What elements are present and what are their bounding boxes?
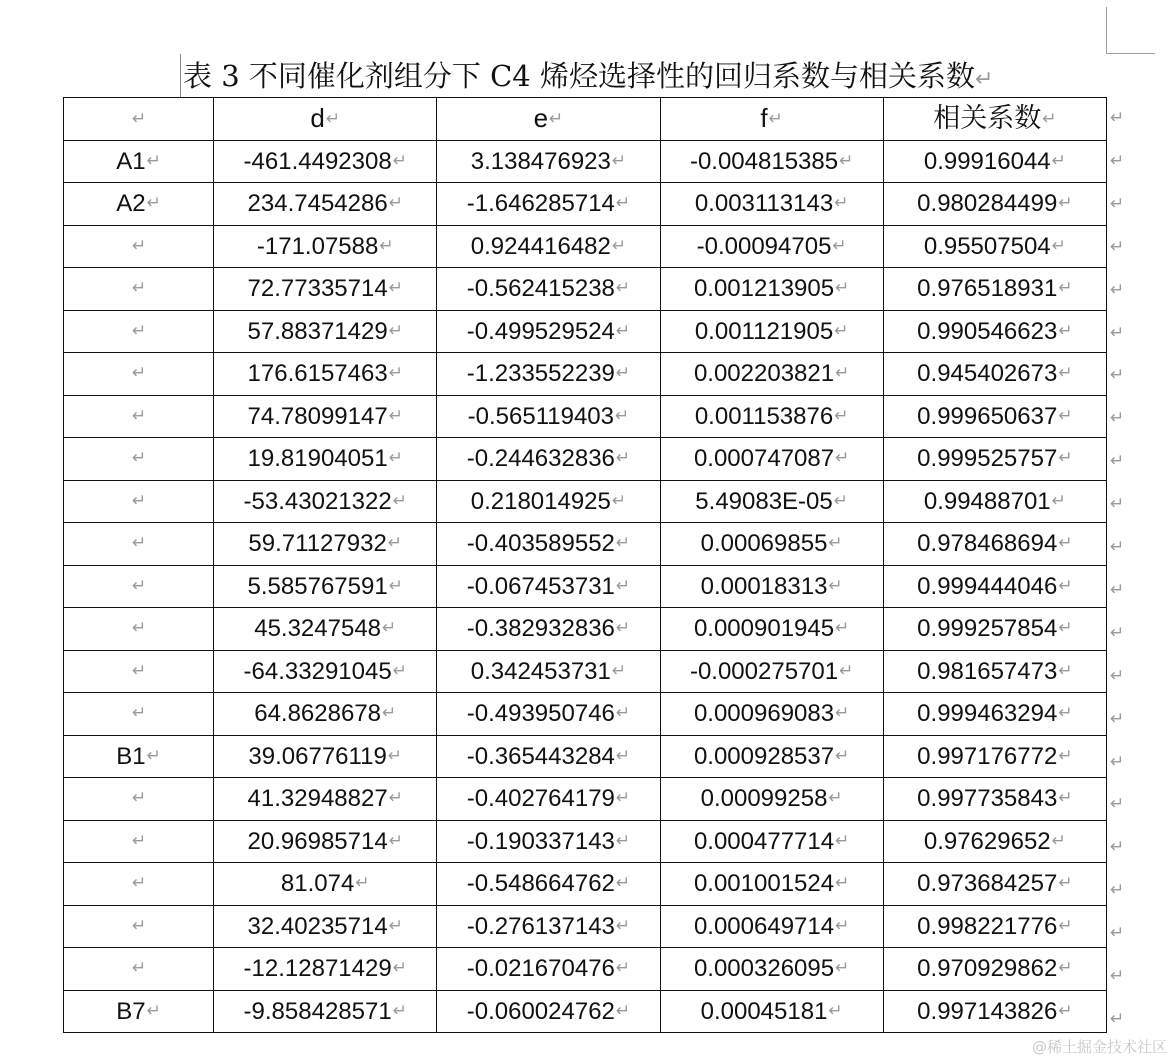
table-row: [64, 225, 1107, 268]
cell-end-mark-icon: ↵: [615, 958, 631, 979]
cell-end-mark-icon: ↵: [131, 830, 147, 851]
cell-end-mark-icon: ↵: [615, 618, 631, 639]
correlation-value-cell[interactable]: 0.999525757↵: [883, 438, 1106, 481]
e-value-cell[interactable]: 3.138476923↵: [437, 140, 660, 183]
cell-end-mark-icon: ↵: [325, 109, 341, 130]
cell-end-mark-icon: ↵: [131, 788, 147, 809]
d-value-cell[interactable]: 57.88371429↵: [214, 310, 437, 353]
correlation-value-cell[interactable]: 0.999650637↵: [883, 395, 1106, 438]
cell-end-mark-icon: ↵: [615, 320, 631, 341]
correlation-value-cell[interactable]: 0.997735843↵: [883, 778, 1106, 821]
row-end-mark-icon: ↵: [1110, 408, 1125, 429]
cell-end-mark-icon: ↵: [1051, 830, 1066, 851]
cell-end-mark-icon: ↵: [131, 109, 147, 130]
header-cell-label[interactable]: [64, 98, 214, 141]
row-end-mark-icon: ↵: [1110, 365, 1125, 386]
caption-text: 表 3 不同催化剂组分下 C4 烯烃选择性的回归系数与相关系数: [183, 59, 975, 93]
cell-end-mark-icon: ↵: [611, 490, 627, 511]
cell-end-mark-icon: ↵: [835, 873, 850, 894]
row-label-cell[interactable]: [64, 905, 214, 948]
cell-end-mark-icon: ↵: [131, 363, 147, 384]
f-value-cell[interactable]: 0.000477714↵: [660, 820, 883, 863]
cell-end-mark-icon: ↵: [131, 873, 147, 894]
cell-end-mark-icon: ↵: [615, 915, 631, 936]
cell-end-mark-icon: ↵: [1058, 660, 1073, 681]
cell-end-mark-icon: ↵: [615, 363, 631, 384]
row-end-mark-icon: ↵: [1110, 1008, 1125, 1029]
cell-end-mark-icon: ↵: [355, 873, 370, 894]
correlation-value-cell[interactable]: 0.973684257↵: [883, 863, 1106, 906]
cell-end-mark-icon: ↵: [1058, 405, 1073, 426]
f-value-cell[interactable]: 0.00018313↵: [660, 565, 883, 608]
f-value-cell[interactable]: -0.00094705↵: [660, 225, 883, 268]
row-label-cell[interactable]: [64, 395, 214, 438]
correlation-value-cell[interactable]: 0.95507504↵: [883, 225, 1106, 268]
cell-end-mark-icon: ↵: [388, 405, 403, 426]
cell-end-mark-icon: ↵: [392, 958, 407, 979]
correlation-value-cell[interactable]: 0.990546623↵: [883, 310, 1106, 353]
header-cell-e[interactable]: e↵: [437, 98, 660, 141]
cell-end-mark-icon: ↵: [388, 278, 403, 299]
cell-end-mark-icon: ↵: [382, 703, 397, 724]
f-value-cell[interactable]: 5.49083E-05↵: [660, 480, 883, 523]
d-value-cell[interactable]: -171.07588↵: [214, 225, 437, 268]
cell-end-mark-icon: ↵: [615, 193, 631, 214]
f-value-cell[interactable]: 0.001153876↵: [660, 395, 883, 438]
cell-end-mark-icon: ↵: [392, 490, 407, 511]
e-value-cell[interactable]: -0.562415238↵: [437, 268, 660, 311]
row-label-cell[interactable]: [64, 268, 214, 311]
cell-end-mark-icon: ↵: [131, 703, 147, 724]
cell-end-mark-icon: ↵: [832, 235, 847, 256]
e-value-cell[interactable]: -0.403589552↵: [437, 523, 660, 566]
correlation-value-cell[interactable]: 0.99916044↵: [883, 140, 1106, 183]
row-end-mark-icon: ↵: [1110, 794, 1125, 815]
cell-end-mark-icon: ↵: [835, 363, 850, 384]
d-value-cell[interactable]: 39.06776119↵: [214, 735, 437, 778]
header-cell-f[interactable]: f↵: [660, 98, 883, 141]
table-row: [64, 778, 1107, 821]
row-label-cell[interactable]: B1↵: [64, 735, 214, 778]
correlation-value-cell[interactable]: 0.998221776↵: [883, 905, 1106, 948]
header-cell-d[interactable]: d↵: [214, 98, 437, 141]
row-label-cell[interactable]: [64, 693, 214, 736]
row-label-cell[interactable]: [64, 820, 214, 863]
row-label-cell[interactable]: [64, 310, 214, 353]
d-value-cell[interactable]: -9.858428571↵: [214, 990, 437, 1033]
table-row: [64, 183, 1107, 226]
e-value-cell[interactable]: -0.402764179↵: [437, 778, 660, 821]
row-end-mark-icon: ↵: [1110, 751, 1125, 772]
f-value-cell[interactable]: 0.00069855↵: [660, 523, 883, 566]
cell-end-mark-icon: ↵: [611, 660, 627, 681]
cell-end-mark-icon: ↵: [388, 915, 403, 936]
table-row: [64, 608, 1107, 651]
cell-end-mark-icon: ↵: [131, 958, 147, 979]
correlation-value-cell[interactable]: 0.997143826↵: [883, 990, 1106, 1033]
d-value-cell[interactable]: -53.43021322↵: [214, 480, 437, 523]
correlation-value-cell[interactable]: 0.999463294↵: [883, 693, 1106, 736]
e-value-cell[interactable]: 0.924416482↵: [437, 225, 660, 268]
cell-end-mark-icon: ↵: [828, 533, 843, 554]
d-value-cell[interactable]: 64.8628678↵: [214, 693, 437, 736]
cell-end-mark-icon: ↵: [615, 575, 631, 596]
correlation-value-cell[interactable]: 0.999444046↵: [883, 565, 1106, 608]
f-value-cell[interactable]: 0.000747087↵: [660, 438, 883, 481]
table-row: [64, 905, 1107, 948]
f-value-cell[interactable]: 0.00045181↵: [660, 990, 883, 1033]
cell-end-mark-icon: ↵: [1058, 618, 1073, 639]
table-row: [64, 140, 1107, 183]
cell-end-mark-icon: ↵: [828, 788, 843, 809]
cell-end-mark-icon: ↵: [146, 150, 161, 171]
row-end-mark-icon: ↵: [1110, 579, 1125, 600]
row-label-cell[interactable]: [64, 608, 214, 651]
cell-end-mark-icon: ↵: [615, 1000, 631, 1021]
row-end-mark-icon: ↵: [1110, 537, 1125, 557]
correlation-value-cell[interactable]: 0.970929862↵: [883, 948, 1106, 991]
row-end-mark-icon: ↵: [1110, 236, 1125, 257]
cell-end-mark-icon: ↵: [834, 193, 849, 214]
table-row: [64, 438, 1107, 481]
row-label-cell[interactable]: A1↵: [64, 140, 214, 183]
e-value-cell[interactable]: -0.276137143↵: [437, 905, 660, 948]
row-label-cell[interactable]: [64, 948, 214, 991]
table-header-row: [64, 98, 1107, 141]
table-row: [64, 863, 1107, 906]
cell-end-mark-icon: ↵: [131, 490, 147, 511]
d-value-cell[interactable]: 19.81904051↵: [214, 438, 437, 481]
page-corner-marker: [1106, 7, 1155, 54]
cell-end-mark-icon: ↵: [615, 703, 631, 724]
cell-end-mark-icon: ↵: [131, 575, 147, 596]
d-value-cell[interactable]: 81.074↵: [214, 863, 437, 906]
e-value-cell[interactable]: -0.060024762↵: [437, 990, 660, 1033]
cell-end-mark-icon: ↵: [839, 660, 854, 681]
correlation-value-cell[interactable]: 0.99488701↵: [883, 480, 1106, 523]
f-value-cell[interactable]: -0.000275701↵: [660, 650, 883, 693]
cell-end-mark-icon: ↵: [1058, 363, 1073, 384]
cell-end-mark-icon: ↵: [615, 788, 631, 809]
f-value-cell[interactable]: 0.001213905↵: [660, 268, 883, 311]
cell-end-mark-icon: ↵: [1042, 108, 1057, 129]
table-row: [64, 565, 1107, 608]
cell-end-mark-icon: ↵: [835, 278, 850, 299]
table-row: [64, 523, 1107, 566]
e-value-cell[interactable]: -0.499529524↵: [437, 310, 660, 353]
table-caption: [180, 54, 993, 98]
cell-end-mark-icon: ↵: [146, 1000, 161, 1021]
table-row: [64, 693, 1107, 736]
cell-end-mark-icon: ↵: [392, 660, 407, 681]
f-value-cell[interactable]: 0.001121905↵: [660, 310, 883, 353]
cell-end-mark-icon: ↵: [1058, 703, 1073, 724]
row-end-mark-icon: ↵: [1110, 451, 1125, 472]
f-value-cell[interactable]: 0.001001524↵: [660, 863, 883, 906]
cell-end-mark-icon: ↵: [611, 150, 627, 171]
cell-end-mark-icon: ↵: [388, 575, 403, 596]
correlation-value-cell[interactable]: 0.997176772↵: [883, 735, 1106, 778]
watermark: @稀土掘金技术社区: [1031, 1038, 1167, 1056]
f-value-cell[interactable]: 0.000326095↵: [660, 948, 883, 991]
cell-end-mark-icon: ↵: [611, 235, 627, 256]
table-row: [64, 268, 1107, 311]
cell-end-mark-icon: ↵: [1058, 575, 1073, 596]
table-row: [64, 353, 1107, 396]
cell-end-mark-icon: ↵: [387, 745, 403, 766]
table-row: [64, 820, 1107, 863]
cell-end-mark-icon: ↵: [835, 958, 850, 979]
cell-end-mark-icon: ↵: [1058, 1000, 1073, 1021]
correlation-value-cell[interactable]: 0.97629652↵: [883, 820, 1106, 863]
cell-end-mark-icon: ↵: [549, 109, 564, 130]
e-value-cell[interactable]: 0.342453731↵: [437, 650, 660, 693]
row-label-cell[interactable]: A2↵: [64, 183, 214, 226]
correlation-value-cell[interactable]: 0.981657473↵: [883, 650, 1106, 693]
e-value-cell[interactable]: -0.190337143↵: [437, 820, 660, 863]
d-value-cell[interactable]: 20.96985714↵: [214, 820, 437, 863]
row-end-mark-icon: ↵: [1110, 193, 1125, 214]
cell-end-mark-icon: ↵: [834, 320, 849, 341]
cell-end-mark-icon: ↵: [833, 490, 848, 511]
row-end-mark-icon: ↵: [1110, 708, 1125, 729]
e-value-cell[interactable]: -0.382932836↵: [437, 608, 660, 651]
e-value-cell[interactable]: -1.646285714↵: [437, 183, 660, 226]
row-label-cell[interactable]: [64, 480, 214, 523]
d-value-cell[interactable]: 32.40235714↵: [214, 905, 437, 948]
cell-end-mark-icon: ↵: [835, 915, 850, 936]
table-row: [64, 650, 1107, 693]
cell-end-mark-icon: ↵: [1058, 448, 1073, 469]
cell-end-mark-icon: ↵: [1051, 235, 1066, 256]
cell-end-mark-icon: ↵: [392, 1000, 407, 1021]
cell-end-mark-icon: ↵: [615, 873, 631, 894]
table-row: [64, 735, 1107, 778]
row-label-cell[interactable]: [64, 863, 214, 906]
row-end-mark-icon: ↵: [1110, 279, 1125, 300]
e-value-cell[interactable]: -0.493950746↵: [437, 693, 660, 736]
cell-end-mark-icon: ↵: [388, 788, 403, 809]
cell-end-mark-icon: ↵: [131, 405, 147, 426]
e-value-cell[interactable]: -0.244632836↵: [437, 438, 660, 481]
cell-end-mark-icon: ↵: [835, 745, 850, 766]
cell-end-mark-icon: ↵: [1058, 958, 1073, 979]
row-end-mark-icon: ↵: [1110, 923, 1125, 944]
cell-end-mark-icon: ↵: [1058, 788, 1073, 809]
cell-end-mark-icon: ↵: [131, 320, 147, 341]
cell-end-mark-icon: ↵: [835, 448, 850, 469]
cell-end-mark-icon: ↵: [1058, 915, 1073, 936]
cell-end-mark-icon: ↵: [768, 109, 783, 130]
cell-end-mark-icon: ↵: [1058, 873, 1073, 894]
f-value-cell[interactable]: 0.000969083↵: [660, 693, 883, 736]
row-end-mark-icon: ↵: [1110, 837, 1125, 858]
table-row: [64, 990, 1107, 1033]
cell-end-mark-icon: ↵: [615, 745, 631, 766]
cell-end-mark-icon: ↵: [146, 193, 161, 214]
cell-end-mark-icon: ↵: [131, 533, 147, 554]
d-value-cell[interactable]: 59.71127932↵: [214, 523, 437, 566]
d-value-cell[interactable]: 72.77335714↵: [214, 268, 437, 311]
f-value-cell[interactable]: -0.004815385↵: [660, 140, 883, 183]
cell-end-mark-icon: ↵: [388, 830, 403, 851]
e-value-cell[interactable]: -0.365443284↵: [437, 735, 660, 778]
d-value-cell[interactable]: -64.33291045↵: [214, 650, 437, 693]
cell-end-mark-icon: ↵: [131, 660, 147, 681]
e-value-cell[interactable]: -0.548664762↵: [437, 863, 660, 906]
d-value-cell[interactable]: 176.6157463↵: [214, 353, 437, 396]
cell-end-mark-icon: ↵: [1058, 533, 1073, 554]
row-label-cell[interactable]: [64, 353, 214, 396]
row-end-mark-icon: ↵: [1110, 665, 1125, 686]
cell-end-mark-icon: ↵: [131, 278, 147, 299]
e-value-cell[interactable]: 0.218014925↵: [437, 480, 660, 523]
d-value-cell[interactable]: -461.4492308↵: [214, 140, 437, 183]
cell-end-mark-icon: ↵: [131, 915, 147, 936]
cell-end-mark-icon: ↵: [835, 618, 850, 639]
correlation-value-cell[interactable]: 0.999257854↵: [883, 608, 1106, 651]
table-row: [64, 395, 1107, 438]
cell-end-mark-icon: ↵: [615, 405, 630, 426]
f-value-cell[interactable]: 0.000928537↵: [660, 735, 883, 778]
paragraph-mark-icon: ↵: [974, 67, 994, 92]
cell-end-mark-icon: ↵: [1051, 490, 1066, 511]
row-end-mark-icon: ↵: [1110, 880, 1125, 901]
e-value-cell[interactable]: -0.021670476↵: [437, 948, 660, 991]
cell-end-mark-icon: ↵: [388, 363, 403, 384]
d-value-cell[interactable]: 41.32948827↵: [214, 778, 437, 821]
cell-end-mark-icon: ↵: [835, 830, 850, 851]
d-value-cell[interactable]: 74.78099147↵: [214, 395, 437, 438]
e-value-cell[interactable]: -1.233552239↵: [437, 353, 660, 396]
e-value-cell[interactable]: -0.565119403↵: [437, 395, 660, 438]
cell-end-mark-icon: ↵: [388, 448, 403, 469]
row-end-mark-icon: ↵: [1110, 966, 1125, 986]
correlation-value-cell[interactable]: 0.976518931↵: [883, 268, 1106, 311]
cell-end-mark-icon: ↵: [388, 193, 403, 214]
correlation-value-cell[interactable]: 0.980284499↵: [883, 183, 1106, 226]
cell-end-mark-icon: ↵: [388, 320, 403, 341]
row-label-cell[interactable]: [64, 225, 214, 268]
d-value-cell[interactable]: 45.3247548↵: [214, 608, 437, 651]
table-row: [64, 480, 1107, 523]
row-label-cell[interactable]: [64, 523, 214, 566]
f-value-cell[interactable]: 0.00099258↵: [660, 778, 883, 821]
row-label-cell[interactable]: [64, 565, 214, 608]
cell-end-mark-icon: ↵: [1058, 320, 1073, 341]
cell-end-mark-icon: ↵: [834, 405, 849, 426]
cell-end-mark-icon: ↵: [379, 235, 394, 256]
cell-end-mark-icon: ↵: [615, 830, 631, 851]
row-end-mark-icon: ↵: [1110, 108, 1125, 128]
cell-end-mark-icon: ↵: [615, 448, 631, 469]
cell-end-mark-icon: ↵: [1058, 193, 1073, 214]
d-value-cell[interactable]: 234.7454286↵: [214, 183, 437, 226]
d-value-cell[interactable]: -12.12871429↵: [214, 948, 437, 991]
regression-coefficient-table: [63, 97, 1107, 1033]
correlation-value-cell[interactable]: 0.945402673↵: [883, 353, 1106, 396]
table-row: [64, 948, 1107, 991]
f-value-cell[interactable]: 0.000901945↵: [660, 608, 883, 651]
header-cell-correlation[interactable]: 相关系数↵: [883, 98, 1106, 141]
f-value-cell[interactable]: 0.003113143↵: [660, 183, 883, 226]
cell-end-mark-icon: ↵: [828, 575, 843, 596]
cell-end-mark-icon: ↵: [131, 235, 147, 256]
cell-end-mark-icon: ↵: [387, 533, 403, 554]
cell-end-mark-icon: ↵: [392, 150, 407, 171]
table-row: [64, 310, 1107, 353]
cell-end-mark-icon: ↵: [131, 448, 147, 469]
cell-end-mark-icon: ↵: [839, 150, 854, 171]
row-end-mark-icon: ↵: [1110, 494, 1125, 515]
cell-end-mark-icon: ↵: [131, 618, 147, 639]
cell-end-mark-icon: ↵: [146, 745, 161, 766]
row-label-cell[interactable]: B7↵: [64, 990, 214, 1033]
row-label-cell[interactable]: [64, 778, 214, 821]
cell-end-mark-icon: ↵: [615, 278, 631, 299]
cell-end-mark-icon: ↵: [1058, 278, 1073, 299]
cell-end-mark-icon: ↵: [1058, 745, 1073, 766]
cell-end-mark-icon: ↵: [828, 1000, 843, 1021]
cell-end-mark-icon: ↵: [1051, 150, 1066, 171]
row-end-mark-icon: ↵: [1110, 622, 1125, 643]
f-value-cell[interactable]: 0.002203821↵: [660, 353, 883, 396]
d-value-cell[interactable]: 5.585767591↵: [214, 565, 437, 608]
cell-end-mark-icon: ↵: [835, 703, 850, 724]
row-label-cell[interactable]: [64, 438, 214, 481]
row-label-cell[interactable]: [64, 650, 214, 693]
cell-end-mark-icon: ↵: [615, 533, 631, 554]
row-end-mark-icon: ↵: [1110, 150, 1125, 171]
row-end-mark-icon: ↵: [1110, 322, 1125, 343]
correlation-value-cell[interactable]: 0.978468694↵: [883, 523, 1106, 566]
f-value-cell[interactable]: 0.000649714↵: [660, 905, 883, 948]
e-value-cell[interactable]: -0.067453731↵: [437, 565, 660, 608]
cell-end-mark-icon: ↵: [382, 618, 397, 639]
